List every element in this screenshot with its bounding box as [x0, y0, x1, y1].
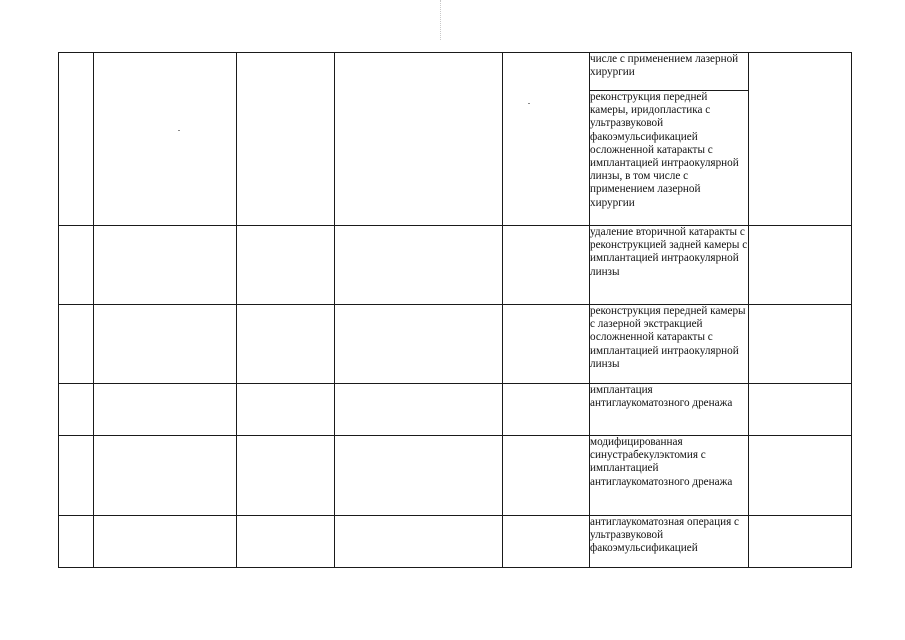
table-cell-empty [94, 53, 237, 226]
procedure-cell [590, 436, 749, 516]
procedure-cell [590, 516, 749, 568]
table-cell-empty [237, 436, 335, 516]
table-cell-empty [94, 305, 237, 384]
procedure-text: числе с применением лазерной хирургии [590, 53, 739, 79]
table-cell-empty [749, 384, 852, 436]
table-cell-empty [59, 436, 94, 516]
table-row [59, 384, 852, 436]
table-cell-empty [749, 53, 852, 226]
procedure-cell [590, 53, 749, 91]
table-cell-empty [503, 53, 590, 226]
procedure-text: имплантация антиглаукоматозного дренажа [590, 384, 733, 410]
table-cell-empty [749, 436, 852, 516]
procedure-cell [590, 384, 749, 436]
table-cell-empty [503, 226, 590, 305]
procedure-text: удаление вторичной катаракты с реконструкцией задней камеры с имплантацией интраокулярной линзы [590, 226, 748, 278]
table-cell-empty [59, 53, 94, 226]
table-row [59, 516, 852, 568]
table-cell-empty [94, 384, 237, 436]
table-cell-empty [749, 516, 852, 568]
table-cell-empty [503, 436, 590, 516]
table-cell-empty [94, 516, 237, 568]
table-cell-empty [94, 436, 237, 516]
table-row [59, 53, 852, 91]
procedure-cell [590, 226, 749, 305]
table-cell-empty [335, 384, 503, 436]
table-cell-empty [237, 516, 335, 568]
table-cell-empty [335, 436, 503, 516]
table-cell-empty [59, 384, 94, 436]
table-cell-empty [335, 305, 503, 384]
table-cell-empty [503, 384, 590, 436]
table-row [59, 436, 852, 516]
table-cell-empty [749, 226, 852, 305]
procedure-text: модифицированная синустрабекулэктомия с имплантацией антиглаукоматозного дренажа [590, 436, 733, 488]
table-row [59, 226, 852, 305]
table-cell-empty [59, 226, 94, 305]
procedure-cell [590, 305, 749, 384]
table-cell-empty [237, 384, 335, 436]
table-cell-empty [749, 305, 852, 384]
table-cell-empty [59, 516, 94, 568]
scan-fold-mark [440, 0, 441, 40]
table-cell-empty [335, 226, 503, 305]
table-cell-empty [237, 226, 335, 305]
table-cell-empty [237, 53, 335, 226]
procedure-text: реконструкция передней камеры с лазерной экстракцией осложненной катаракты с имплантацией интраокулярной линзы [590, 305, 746, 370]
procedure-cell [590, 91, 749, 226]
table-cell-empty [335, 53, 503, 226]
procedure-text: антиглаукоматозная операция с ультразвуковой факоэмульсификацией [590, 516, 739, 555]
table-row [59, 305, 852, 384]
procedure-text: реконструкция передней камеры, иридопластика с ультразвуковой факоэмульсификацией осложненной катаракты с имплантацией интраокулярной линзы, в том числе с применением лазерной хирургии [590, 91, 739, 209]
table-cell-empty [503, 305, 590, 384]
table-cell-empty [503, 516, 590, 568]
procedures-table [58, 52, 852, 568]
table-cell-empty [59, 305, 94, 384]
table-cell-empty [335, 516, 503, 568]
table-cell-empty [94, 226, 237, 305]
table-cell-empty [237, 305, 335, 384]
